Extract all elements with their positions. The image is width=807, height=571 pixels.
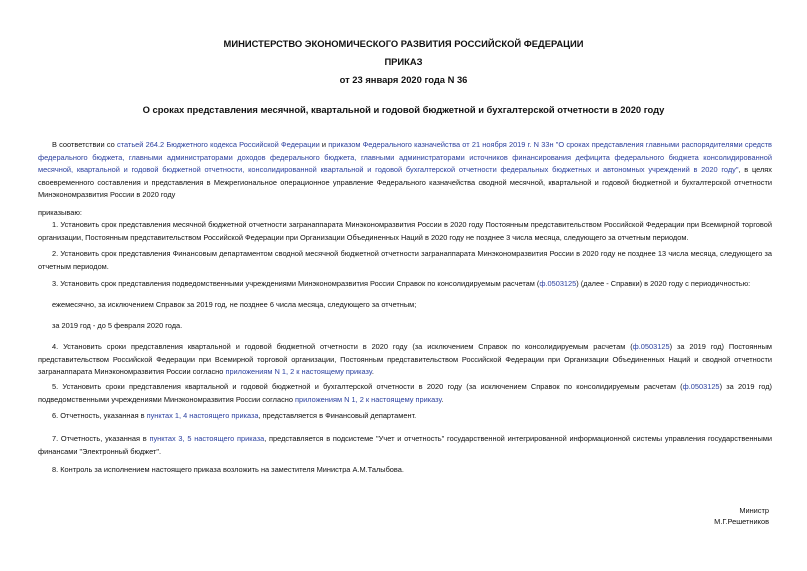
preamble-text-2: и — [319, 140, 329, 149]
signature-block — [714, 505, 769, 527]
paragraph-3-text-2: ) (далее - Справки) в 2020 году с периодичностью: — [576, 279, 751, 288]
preamble-text-1: В соответствии со — [52, 140, 117, 149]
paragraph-5 — [38, 381, 772, 406]
paragraph-2: 2. Установить срок представления Финансовым департаментом сводной месячной бюджетной отчетности загранаппарата Минэкономразвития России в 2020 году не позднее 13 числа месяца, следующего за отчетным периодом. — [38, 249, 772, 271]
paragraph-3 — [38, 278, 772, 291]
ministry-heading: МИНИСТЕРСТВО ЭКОНОМИЧЕСКОГО РАЗВИТИЯ РОССИЙСКОЙ ФЕДЕРАЦИИ — [223, 38, 584, 49]
paragraph-5-text-3: . — [441, 394, 444, 404]
paragraph-7-text-1: 7. Отчетность, указанная в — [52, 434, 150, 443]
paragraph-5-text-1: 5. Установить сроки представления квартальной и годовой бюджетной и бухгалтерской отчетности в 2020 году (за исключением Справок по консолидируемым расчетам ( — [52, 382, 683, 391]
paragraph-6-text-2: , представляется в Финансовый департамент. — [258, 411, 417, 420]
preamble-text-3: , в целях своевременного составления и представления в Межрегиональное операционное управление Федерального казначейства сводной месячной, квартальной и годовой бюджетной и бухгалтерской отчетности Минэкономразвития России в 2020 году — [38, 165, 772, 200]
paragraph-4-text-2: ) за 2019 год) Постоянным представительством Российской Федерации при Всемирной торговой организации, Постоянным представительством Российской Федерации при Организации Объединенных Наций и сводной отчетности загранаппарата Минэкономразвития России согласно — [38, 342, 772, 377]
treasury-order-link[interactable]: приказом Федерального казначейства от 21 ноября 2019 г. N 33н "О сроках представления главными распорядителями средств федерального бюджета, главными администраторами доходов федерального бюджета, главными администраторами источников финансирования дефицита федерального бюджета консолидированной месячной, квартальной и годовой бюджетной отчетности, консолидированной квартальной и годовой бухгалтерской отчетности федеральных бюджетных и автономных учреждений в 2020 году" — [38, 140, 772, 175]
paragraph-3-text-1: 3. Установить срок представления подведомственными учреждениями Минэкономразвития России Справок по консолидируемым расчетам ( — [52, 279, 540, 288]
appendices-1-2-link[interactable]: приложениям N 1, 2 к настоящему приказу — [225, 367, 372, 377]
paragraph-4 — [38, 341, 772, 379]
paragraph-5-text-2: ) за 2019 год) подведомственными учреждениями Минэкономразвития России согласно — [38, 382, 772, 404]
budget-code-link[interactable]: статьей 264.2 Бюджетного кодекса Российской Федерации — [116, 140, 320, 149]
paragraph-1: 1. Установить срок представления месячной бюджетной отчетности загранаппарата Минэкономразвития России в 2020 году Постоянным представительством Российской Федерации при Всемирной торговой организации, Постоянным представительством Российской Федерации при Организации Объединенных Наций в 2020 году не позднее 3 числа месяца, следующего за отчетным периодом. — [38, 220, 772, 242]
preamble-paragraph — [38, 139, 772, 202]
paragraph-3-item-b: за 2019 год - до 5 февраля 2020 года. — [52, 321, 183, 330]
paragraph-8: 8. Контроль за исполнением настоящего приказа возложить на заместителя Министра А.М.Талыбова. — [52, 465, 404, 474]
form-0503125-link[interactable]: ф.0503125 — [539, 279, 577, 288]
form-0503125-link[interactable]: ф.0503125 — [632, 342, 670, 351]
paragraph-4-text-1: 4. Установить сроки представления квартальной и годовой бюджетной отчетности в 2020 году (за исключением Справок по консолидируемым расчетам ( — [52, 342, 633, 351]
points-3-5-link[interactable]: пунктах 3, 5 настоящего приказа — [149, 434, 265, 443]
form-0503125-link[interactable]: ф.0503125 — [682, 382, 720, 391]
paragraph-7-text-2: , представляется в подсистеме "Учет и отчетность" государственной интегрированной информационной системы управления государственными финансами "Электронный бюджет". — [38, 434, 772, 456]
points-1-4-link[interactable]: пунктах 1, 4 настоящего приказа — [146, 411, 259, 420]
signature-name: М.Г.Решетников — [714, 517, 769, 526]
paragraph-3-item-a: ежемесячно, за исключением Справок за 2019 год, не позднее 6 числа месяца, следующего за отчетным; — [52, 300, 417, 309]
paragraph-7 — [38, 433, 772, 458]
document-title: О сроках представления месячной, квартальной и годовой бюджетной и бухгалтерской отчетности в 2020 году — [142, 104, 665, 115]
paragraph-6-text-1: 6. Отчетность, указанная в — [52, 411, 147, 420]
document-date: от 23 января 2020 года N 36 — [339, 74, 468, 85]
order-word: приказываю: — [38, 208, 82, 217]
document-type: ПРИКАЗ — [384, 56, 423, 67]
paragraph-6 — [38, 410, 772, 423]
appendices-1-2-link[interactable]: приложениям N 1, 2 к настоящему приказу — [295, 394, 442, 404]
paragraph-4-text-3: . — [371, 367, 374, 377]
signature-role: Министр — [739, 506, 769, 515]
